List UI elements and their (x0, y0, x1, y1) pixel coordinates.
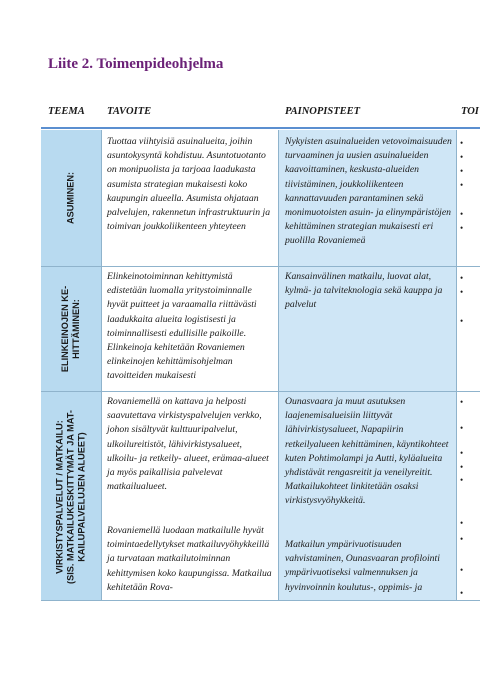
theme-label-line: ELINKEINOJEN KE- (60, 285, 70, 373)
bullet: • (460, 397, 464, 407)
theme-label-line: (SIS. MATKAILUKESKITTYMÄT JA MAT- (65, 409, 76, 584)
row3-tavoite-part1: Rovaniemellä on kattava ja helposti saavutettava virkistyspalvelujen verkko, johon sisältyvät kulttuuripalvelut, ulkoilureitistöt, lähivirkistysalueet, ulkoilu- ja retkeily- alueet, erämaa-alueet ja myös paikallisia palvelevat matkailualueet. (107, 396, 269, 493)
column-divider (456, 130, 457, 601)
bullet: • (460, 223, 464, 233)
row3-tavoite-part2: Rovaniemellä luodaan matkailulle hyvät toimintaedellytykset matkailuvyöhykkeillä ja turvataan matkailutoiminnan kehittymisen koko kaupungissa. Matkailua kehitetään Rova- (107, 525, 272, 593)
bullet: • (460, 138, 464, 148)
bullet: • (460, 588, 464, 598)
theme-label-virkistys (55, 410, 88, 584)
bullet: • (460, 166, 464, 176)
page-title: Liite 2. Toimenpideohjelma (48, 56, 224, 72)
bullet: • (460, 209, 464, 219)
column-divider (278, 130, 279, 601)
row-divider (41, 391, 480, 392)
row1-painopisteet: Nykyisten asuinalueiden vetovoimaisuuden turvaaminen ja uusien asuinalueiden kaavoittaminen, keskusta-alueiden tiivistäminen, joukkoliikenteen kannattavuuden parantaminen sekä monimuotoisten asuin- ja elinympäristöjen kehittäminen strategian mukaisesti eri puolilla Rovaniemeä (285, 136, 452, 247)
theme-label-asuminen: ASUMINEN: (65, 171, 76, 225)
theme-label-line: KAILUPALVELUJEN ALUEET) (76, 431, 87, 562)
row3-painopisteet-part2: Matkailun ympärivuotisuuden vahvistaminen, Ounasvaaran profilointi ympärivuotiseksi valmennuksen ja hyvinvoinnin koulutus-, oppimis- ja (285, 539, 440, 593)
bullet: • (460, 462, 464, 472)
theme-band-asuminen (41, 130, 102, 266)
theme-label-line: VIRKISTYSPALVELUT / MATKAILU: (54, 419, 65, 574)
row1-tavoite: Tuottaa viihtyisiä asuinalueita, joihin asuntokysyntä kohdistuu. Asuntotuotanto on monipuolista ja tarjoaa laadukasta asumista strategian mukaisesti koko kaupungin alueella. Asumista ohjataan palvelujen, rakennetun infrastruktuurin ja toimivan joukkoliikenteen yhteyteen (107, 136, 271, 233)
bullet: • (460, 180, 464, 190)
bullet: • (460, 518, 464, 528)
row2-painopisteet: Kansainvälinen matkailu, luovat alat, kylmä- ja talviteknologia sekä kauppa ja palvelut (285, 271, 443, 311)
row-divider (41, 600, 480, 601)
row-divider (41, 266, 480, 267)
row3-painopisteet-part1: Ounasvaara ja muut asutuksen laajenemisalueisiin liittyvät lähivirkistysalueet, Napapiirin retkeilyalueen kehittäminen, käyntikohteet kuten Pohtimolampi ja Autti, kyläalueita yhdistävät rengasreitit ja veneilyreitit. Matkailukohteet linkitetään osaksi virkistysvyöhykkeitä. (285, 396, 449, 507)
theme-band-elinkeinot (41, 267, 102, 391)
header-painopisteet: PAINOPISTEET (285, 106, 361, 117)
header-toimenpiteet-cut: TOI (461, 106, 479, 117)
bullet: • (460, 475, 464, 485)
theme-label-line: HITTÄMINEN: (71, 299, 81, 359)
bullet: • (460, 565, 464, 575)
bullet: • (460, 152, 464, 162)
bullet: • (460, 534, 464, 544)
theme-label-elinkeinot (60, 286, 82, 372)
header-tavoite: TAVOITE (107, 106, 152, 117)
header-teema: TEEMA (48, 106, 85, 117)
row2-tavoite: Elinkeinotoiminnan kehittymistä edistetään luomalla yritystoiminnalle hyvät puitteet ja varaamalla riittävästi laadukkaita alueita logistisesti ja toiminnallisesti edullisille paikoille. Elinkeinoja kehitetään Rovaniemen elinkeinojen kehittämisohjelman tavoitteiden mukaisesti (107, 271, 257, 382)
theme-band-virkistys (41, 392, 102, 601)
table-header (41, 103, 480, 125)
bullet: • (460, 316, 464, 326)
bullet: • (460, 448, 464, 458)
bullet: • (460, 423, 464, 433)
bullet: • (460, 287, 464, 297)
header-divider (41, 127, 480, 129)
bullet: • (460, 273, 464, 283)
